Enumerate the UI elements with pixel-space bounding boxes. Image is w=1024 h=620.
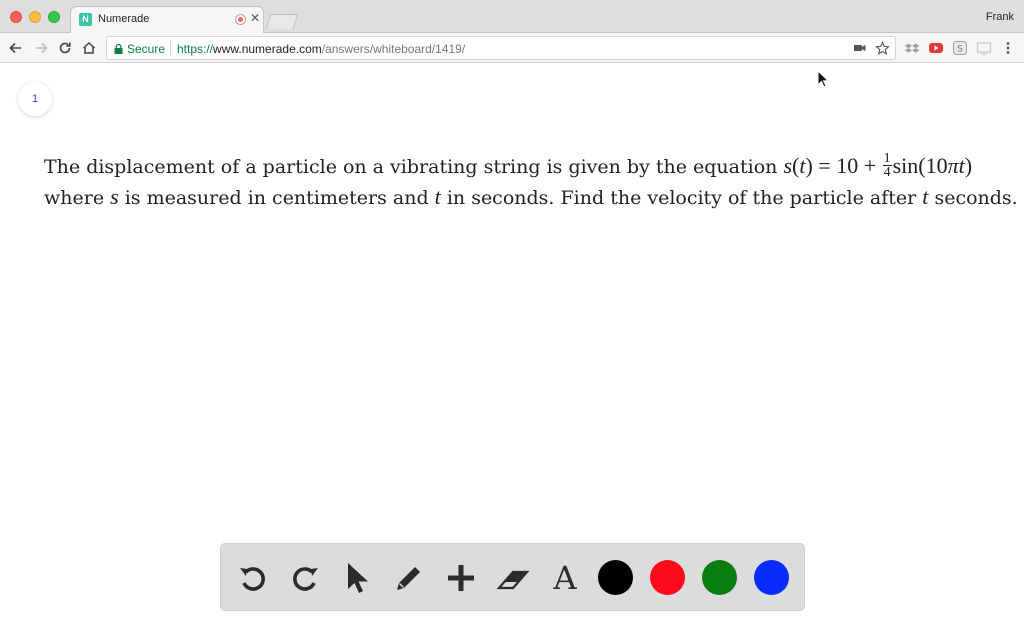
color-swatch-black[interactable]: [598, 560, 633, 595]
url-host: www.numerade.com: [213, 42, 322, 56]
question-text-part: seconds.: [928, 187, 1018, 209]
plus-icon[interactable]: [443, 560, 479, 596]
tab-title: Numerade: [98, 13, 150, 25]
record-extension-icon[interactable]: [928, 40, 944, 56]
numerade-favicon-icon: N: [79, 13, 92, 26]
select-pointer-icon[interactable]: [339, 560, 375, 596]
equation-mid: = 10 +: [812, 153, 882, 178]
bookmark-star-icon[interactable]: [875, 41, 890, 56]
kebab-menu-icon[interactable]: [1000, 40, 1016, 56]
inline-var-s: s: [110, 184, 119, 209]
equation-close: ): [964, 153, 973, 178]
lock-icon: [114, 44, 123, 54]
forward-arrow-icon[interactable]: [32, 39, 50, 57]
equation-var-s: s: [783, 153, 792, 178]
equation-var-t: t: [799, 153, 806, 178]
profile-name[interactable]: Frank: [985, 11, 1014, 23]
question-text: [44, 150, 1019, 212]
tab-close-icon[interactable]: ✕: [250, 11, 261, 25]
undo-icon[interactable]: [235, 560, 271, 596]
inline-var-t: t: [434, 184, 441, 209]
url-separator: [170, 41, 171, 55]
mouse-cursor-icon: [817, 70, 829, 88]
question-text-part: where: [44, 187, 111, 209]
home-icon[interactable]: [80, 39, 98, 57]
question-line-1: [44, 150, 1019, 181]
url-path: /answers/whiteboard/1419/: [321, 42, 466, 56]
dropbox-extension-icon[interactable]: [904, 40, 920, 56]
eraser-icon[interactable]: [495, 560, 531, 596]
secure-label: Secure: [127, 42, 166, 56]
browser-toolbar: [0, 33, 1024, 63]
equation-pi: π: [947, 153, 959, 178]
pencil-icon[interactable]: [391, 560, 427, 596]
cast-extension-icon[interactable]: [976, 40, 992, 56]
new-tab-button[interactable]: [266, 14, 299, 29]
url-text[interactable]: [177, 42, 465, 56]
back-arrow-icon[interactable]: [7, 39, 25, 57]
url-protocol: https://: [177, 42, 214, 56]
maximize-window-button[interactable]: [48, 11, 60, 23]
equation-fraction: [883, 152, 892, 179]
recording-indicator-icon: [235, 14, 246, 25]
close-window-button[interactable]: [10, 11, 22, 23]
question-line-2: [44, 181, 1019, 212]
svg-text:S: S: [957, 44, 963, 55]
browser-tab[interactable]: [70, 6, 264, 34]
color-swatch-green[interactable]: [702, 560, 737, 595]
equation-sin: sin(10: [892, 153, 948, 178]
equation: s(t) = 10 + $\frac{1}{4}$ sin(10πt): [783, 151, 973, 181]
question-text-part: is measured in centimeters and: [118, 187, 435, 209]
equation-var-t2: t: [958, 153, 965, 178]
text-tool-icon[interactable]: A: [553, 559, 577, 597]
redo-icon[interactable]: [287, 560, 323, 596]
whiteboard-toolbar: [220, 543, 805, 611]
fraction-denominator: 4: [883, 165, 891, 181]
address-bar[interactable]: [106, 36, 896, 60]
inline-var-t: t: [922, 184, 929, 209]
reload-icon[interactable]: [56, 39, 74, 57]
window-titlebar: [0, 0, 1024, 33]
minimize-window-button[interactable]: [29, 11, 41, 23]
color-swatch-red[interactable]: [650, 560, 685, 595]
page-number-badge[interactable]: 1: [18, 82, 52, 116]
question-text-part: in seconds. Find the velocity of the particle after: [440, 187, 923, 209]
question-text-part: The displacement of a particle on a vibrating string is given by the equation: [44, 156, 784, 178]
color-swatch-blue[interactable]: [754, 560, 789, 595]
camera-icon[interactable]: [853, 41, 867, 55]
fraction-numerator: 1: [883, 151, 891, 167]
s-extension-icon[interactable]: [952, 40, 968, 56]
